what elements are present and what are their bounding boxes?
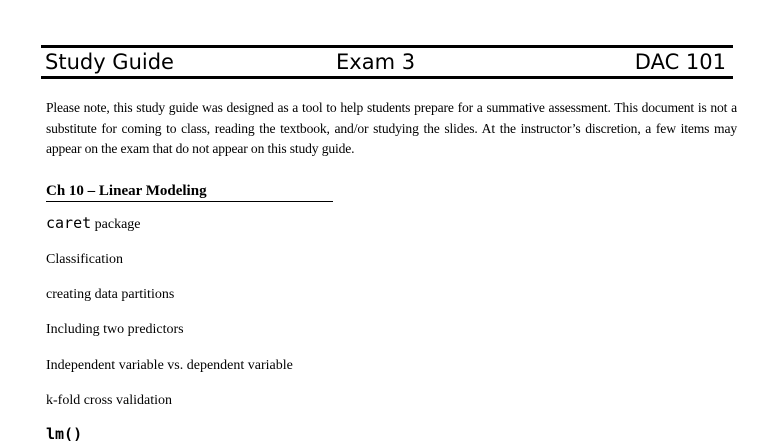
topic-code: lm() [46,425,83,443]
topic-text: Classification [46,252,123,267]
header-title: Study Guide [45,50,174,74]
header-exam: Exam 3 [336,50,416,74]
topic-code: caret [46,214,92,232]
section-title: Ch 10 – Linear Modeling [46,181,333,202]
topic-data-partitions [46,285,174,305]
topic-text: k-fold cross validation [46,393,172,408]
topic-text: Independent variable vs. dependent variable [46,358,293,373]
study-guide-header [41,45,733,79]
topic-lm [46,424,82,446]
intro-paragraph: Please note, this study guide was designed as a tool to help students prepare for a summative assessment. This document is not a substitute for coming to class, reading the textbook, and/or studying the slides. At the instructor’s discretion, a few items may appear on the exam that do not appear on this study guide. [46,100,737,156]
header-course: DAC 101 [634,50,726,74]
topic-classification [46,250,123,270]
topic-two-predictors [46,320,184,340]
topic-text: package [91,217,141,232]
topic-independent-dependent [46,356,293,376]
topic-kfold [46,391,172,411]
topic-text: creating data partitions [46,287,175,302]
topic-text: Including two predictors [46,322,184,337]
topic-caret-package [46,213,141,235]
